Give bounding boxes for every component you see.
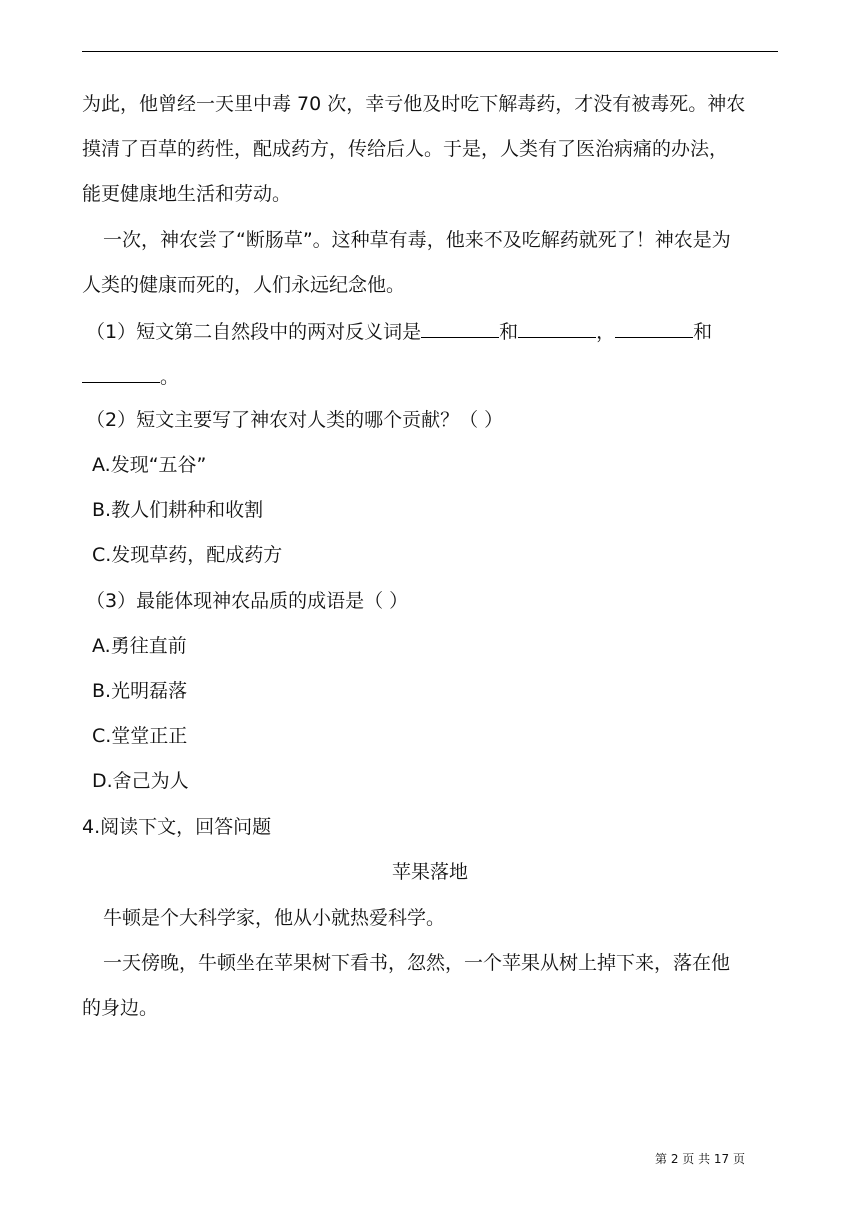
paragraph1-line1: 为此，他曾经一天里中毒 70 次，幸亏他及时吃下解毒药，才没有被毒死。神农	[82, 93, 746, 115]
question3-option-c: C.堂堂正正	[92, 725, 188, 747]
paragraph2-line1: 一次，神农尝了“断肠草”。这种草有毒，他来不及吃解药就死了！神农是为	[103, 229, 731, 251]
passage-paragraph2-line1: 一天傍晚，牛顿坐在苹果树下看书，忽然，一个苹果从树上掉下来，落在他	[103, 952, 731, 974]
question3-option-b: B.光明磊落	[92, 680, 188, 702]
question1-continuation	[82, 363, 782, 391]
question1-end: 。	[160, 366, 180, 388]
answer-blank-1[interactable]	[421, 319, 499, 338]
answer-blank-3[interactable]	[615, 319, 693, 338]
question1-and2: 和	[693, 321, 713, 343]
question2-option-b: B.教人们耕种和收割	[92, 499, 264, 521]
passage-paragraph1: 牛顿是个大科学家，他从小就热爱科学。	[103, 907, 446, 929]
question3-option-d: D.舍己为人	[92, 770, 189, 792]
question2-option-a: A.发现“五谷”	[92, 454, 207, 476]
page-number: 第 2 页 共 17 页	[655, 1152, 745, 1166]
passage-paragraph2-line2: 的身边。	[82, 997, 159, 1019]
question3-text: （3）最能体现神农品质的成语是（ ）	[86, 590, 409, 612]
question4-heading: 4.阅读下文，回答问题	[82, 816, 272, 838]
question2-option-c: C.发现草药，配成药方	[92, 544, 283, 566]
header-rule	[82, 51, 778, 52]
question2-text: （2）短文主要写了神农对人类的哪个贡献？（ ）	[86, 409, 504, 431]
paragraph2-line2: 人类的健康而死的，人们永远纪念他。	[82, 274, 406, 296]
paragraph1-line3: 能更健康地生活和劳动。	[82, 183, 292, 205]
answer-blank-2[interactable]	[518, 319, 596, 338]
question3-option-a: A.勇往直前	[92, 635, 187, 657]
question1-comma: ，	[596, 321, 616, 343]
question1-prefix: （1）短文第二自然段中的两对反义词是	[86, 321, 422, 343]
answer-blank-4[interactable]	[82, 364, 160, 383]
question1-and1: 和	[499, 321, 519, 343]
question1	[86, 318, 786, 346]
paragraph1-line2: 摸清了百草的药性，配成药方，传给后人。于是，人类有了医治病痛的办法，	[82, 138, 729, 160]
passage-title: 苹果落地	[391, 861, 468, 883]
